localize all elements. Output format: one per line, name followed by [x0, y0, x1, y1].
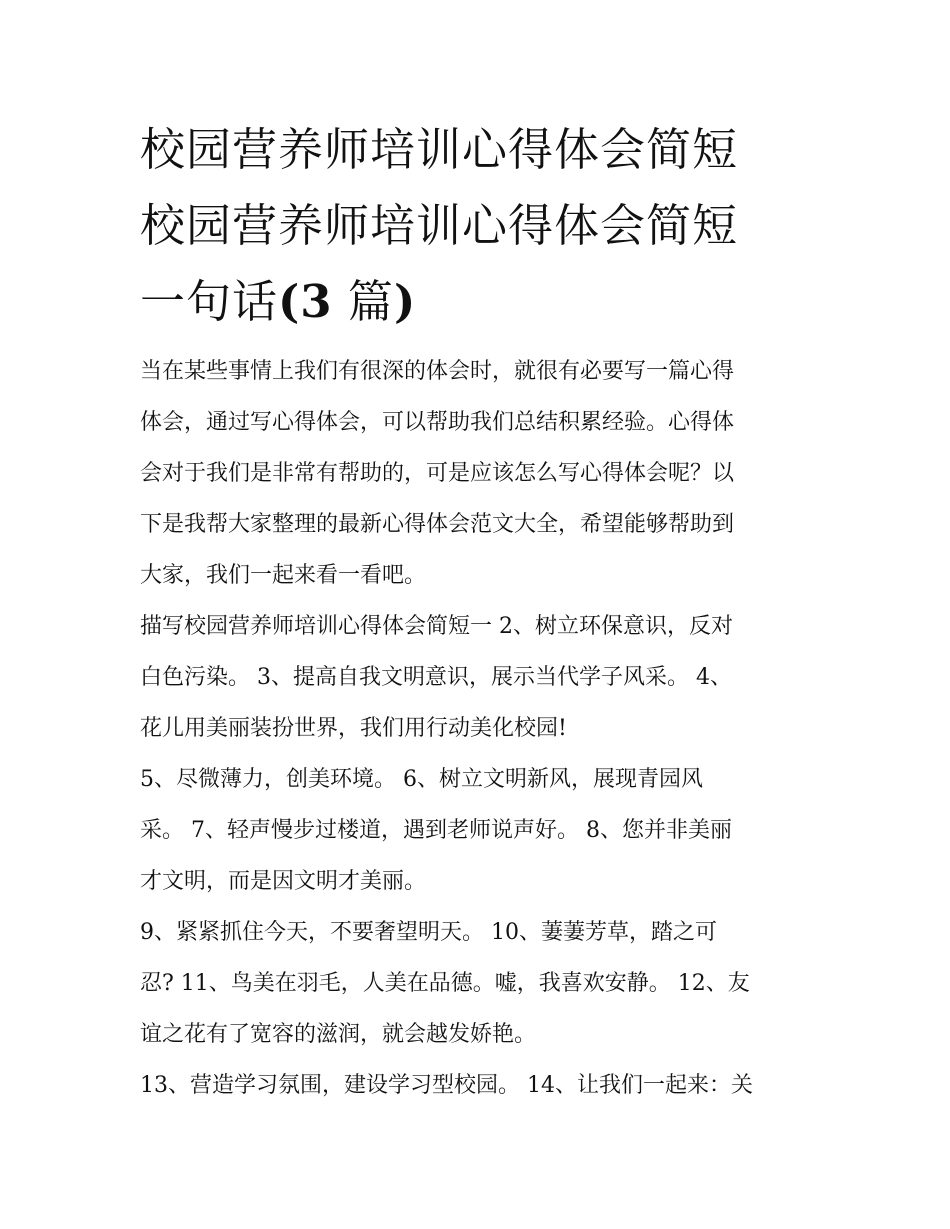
text-line: 下是我帮大家整理的最新心得体会范文大全，希望能够帮助到: [140, 512, 735, 537]
document-page: [140, 112, 820, 1111]
intro-paragraph: [140, 346, 820, 601]
title-line-1: 校园营养师培训心得体会简短: [140, 123, 739, 176]
title-line-3: [140, 264, 820, 340]
text-line: 白色污染。 3、提高自我文明意识，展示当代学子风采。 4、: [140, 665, 732, 690]
body-paragraph: [140, 1060, 820, 1111]
text-line: 描写校园营养师培训心得体会简短一 2、树立环保意识，反对: [140, 614, 733, 639]
title-line-3-count: (3: [278, 275, 333, 328]
document-title: [140, 112, 820, 340]
title-line-2: 校园营养师培训心得体会简短: [140, 199, 739, 252]
title-line-3-suffix: 篇: [332, 275, 394, 328]
text-line: 采。 7、轻声慢步过楼道，遇到老师说声好。 8、您并非美丽: [140, 818, 732, 843]
text-line: 谊之花有了宽容的滋润，就会越发娇艳。: [140, 1022, 537, 1047]
body-paragraph: [140, 601, 820, 754]
text-line: 9、紧紧抓住今天，不要奢望明天。 10、萋萋芳草，踏之可: [140, 920, 717, 945]
text-line: 大家，我们一起来看一看吧。: [140, 563, 427, 588]
text-line: 花儿用美丽装扮世界，我们用行动美化校园!: [140, 716, 567, 741]
text-line: 当在某些事情上我们有很深的体会时，就很有必要写一篇心得: [140, 359, 735, 384]
text-line: 忍? 11、鸟美在羽毛，人美在品德。嘘，我喜欢安静。 12、友: [140, 971, 750, 996]
text-line: 体会，通过写心得体会，可以帮助我们总结积累经验。心得体: [140, 410, 735, 435]
body-paragraph: [140, 754, 820, 907]
text-line: 才文明，而是因文明才美丽。: [140, 869, 427, 894]
text-line: 会对于我们是非常有帮助的，可是应该怎么写心得体会呢？以: [140, 461, 735, 486]
document-body: [140, 346, 820, 1111]
title-line-3-end: ): [393, 275, 417, 328]
body-paragraph: [140, 907, 820, 1060]
title-line-3-prefix: 一句话: [140, 275, 279, 328]
text-line: 5、尽微薄力，创美环境。 6、树立文明新风，展现青园风: [140, 767, 703, 792]
text-line: 13、营造学习氛围，建设学习型校园。 14、让我们一起来：关: [140, 1073, 753, 1098]
